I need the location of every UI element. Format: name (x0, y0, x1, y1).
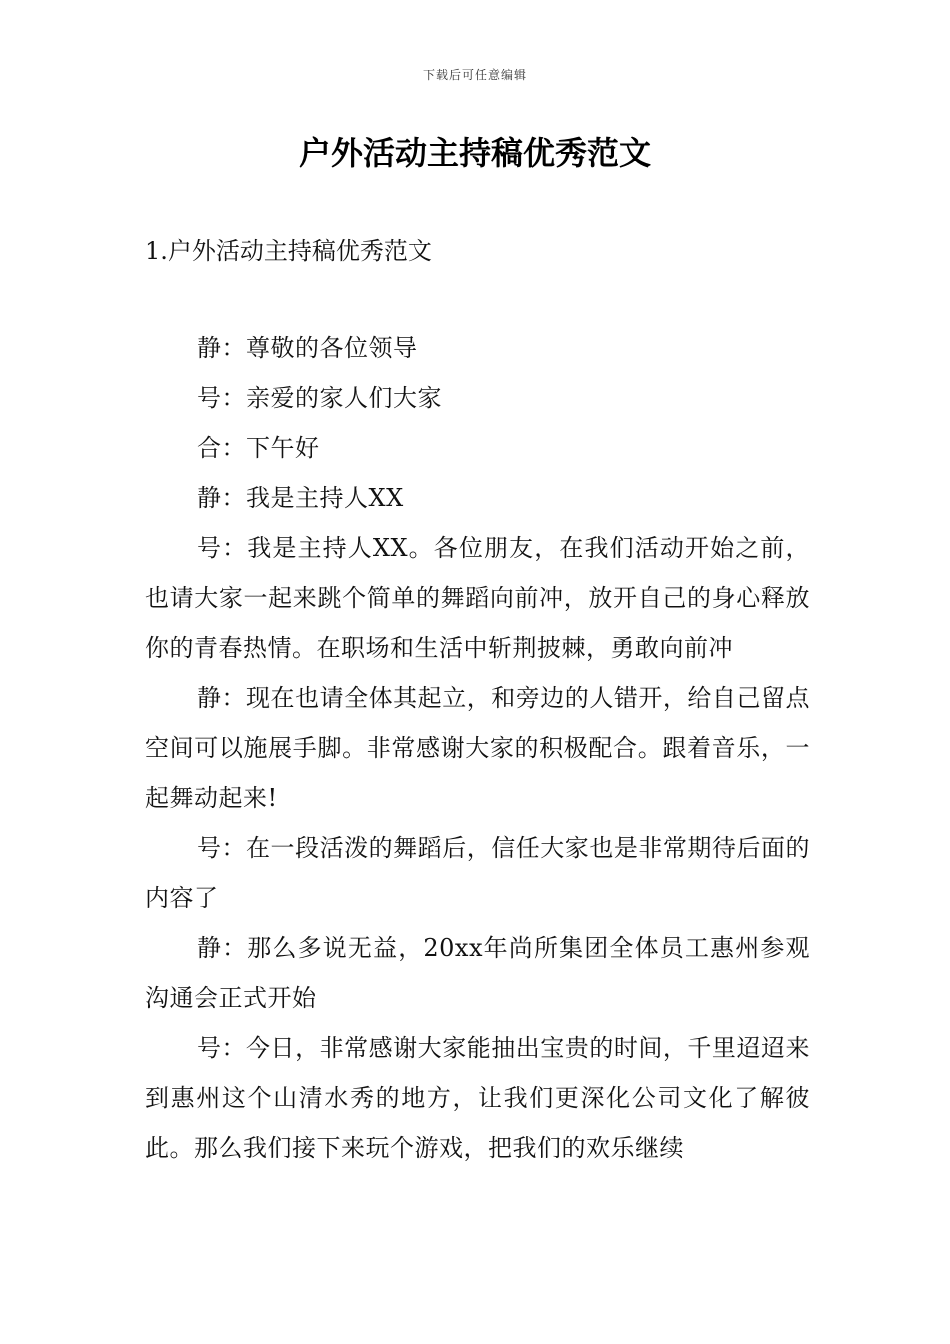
paragraph: 合：下午好 (197, 434, 320, 462)
paragraph: 号：亲爱的家人们大家 (197, 384, 442, 412)
paragraph: 号：我是主持人XX。各位朋友，在我们活动开始之前，也请大家一起来跳个简单的舞蹈向前冲，放开自己的身心释放你的青春热情。在职场和生活中斩荆披棘，勇敢向前冲 (145, 534, 810, 662)
paragraph: 静：那么多说无益，20xx年尚所集团全体员工惠州参观沟通会正式开始 (145, 934, 810, 1012)
document-title: 户外活动主持稿优秀范文 (298, 134, 651, 172)
paragraph: 静：尊敬的各位领导 (197, 334, 418, 362)
document-body (145, 323, 810, 1173)
paragraph: 号：今日，非常感谢大家能抽出宝贵的时间，千里迢迢来到惠州这个山清水秀的地方，让我们更深化公司文化了解彼此。那么我们接下来玩个游戏，把我们的欢乐继续 (145, 1034, 810, 1162)
paragraph: 号：在一段活泼的舞蹈后，信任大家也是非常期待后面的内容了 (145, 834, 810, 912)
paragraph: 静：现在也请全体其起立，和旁边的人错开，给自己留点空间可以施展手脚。非常感谢大家的积极配合。跟着音乐，一起舞动起来! (145, 684, 810, 812)
header-note: 下载后可任意编辑 (422, 68, 527, 82)
paragraph: 静：我是主持人XX (197, 484, 404, 512)
section-heading: 1.户外活动主持稿优秀范文 (145, 237, 432, 265)
